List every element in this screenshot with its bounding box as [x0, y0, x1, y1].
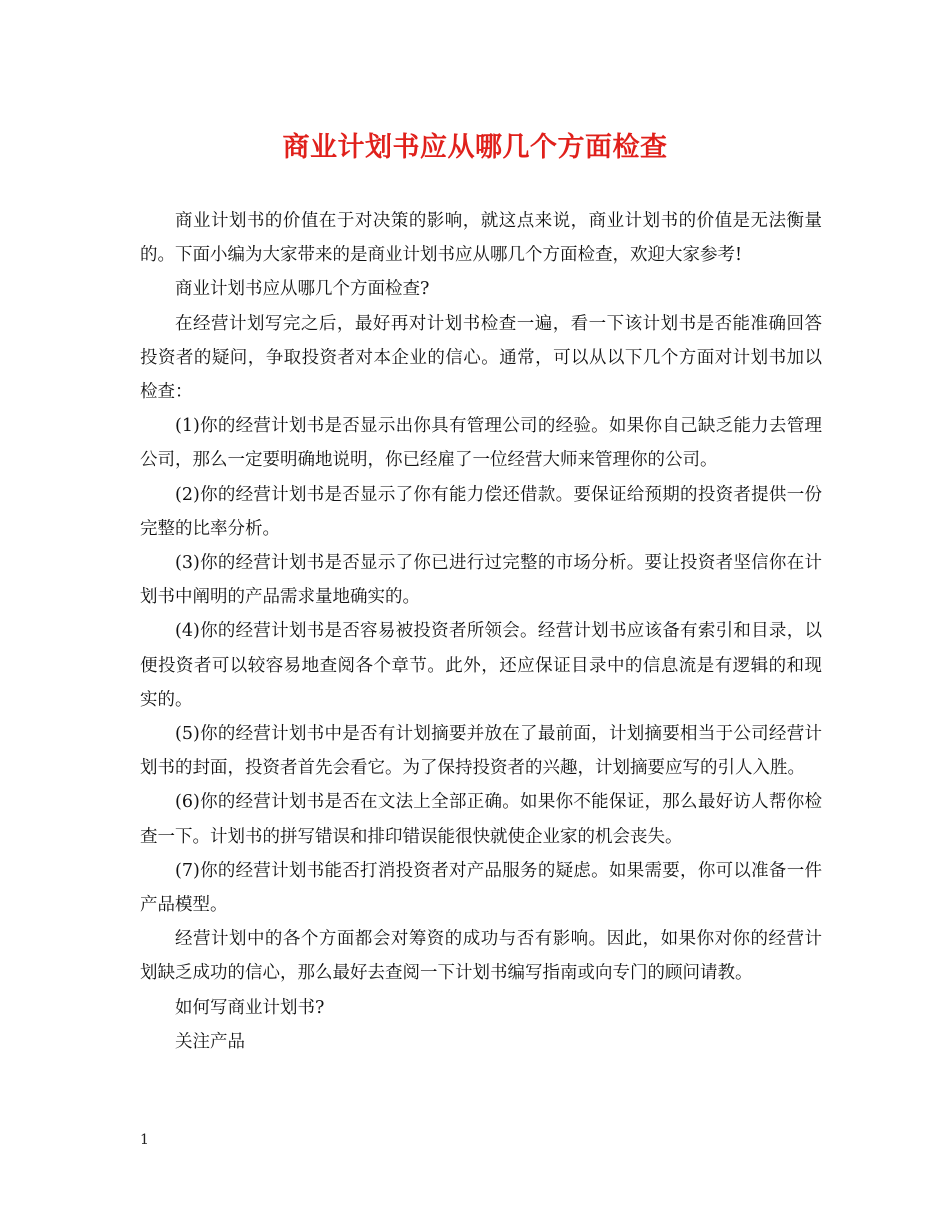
paragraph: (6)你的经营计划书是否在文法上全部正确。如果你不能保证，那么最好访人帮你检查一下。计划书的拼写错误和排印错误能很快就使企业家的机会丧失。	[140, 792, 822, 847]
paragraph: (3)你的经营计划书是否显示了你已进行过完整的市场分析。要让投资者坚信你在计划书中阐明的产品需求量地确实的。	[140, 553, 822, 608]
paragraph: (7)你的经营计划书能否打消投资者对产品服务的疑虑。如果需要，你可以准备一件产品模型。	[140, 860, 822, 916]
paragraph: 关注产品	[175, 1031, 245, 1052]
paragraph: 在经营计划写完之后，最好再对计划书检查一遍，看一下该计划书是否能准确回答投资者的疑问，争取投资者对本企业的信心。通常，可以从以下几个方面对计划书加以检查：	[140, 313, 822, 403]
paragraph: (1)你的经营计划书是否显示出你具有管理公司的经验。如果你自己缺乏能力去管理公司，那么一定要明确地说明，你已经雇了一位经营大师来管理你的公司。	[140, 416, 822, 471]
page-number: 1	[140, 1132, 149, 1148]
paragraph: 商业计划书的价值在于对决策的影响，就这点来说，商业计划书的价值是无法衡量的。下面小编为大家带来的是商业计划书应从哪几个方面检查，欢迎大家参考!	[140, 211, 822, 266]
page-title: 商业计划书应从哪几个方面检查	[282, 132, 668, 163]
paragraph: 如何写商业计划书?	[175, 997, 325, 1018]
body-content	[140, 204, 822, 1059]
paragraph: 商业计划书应从哪几个方面检查?	[175, 279, 430, 300]
paragraph: (2)你的经营计划书是否显示了你有能力偿还借款。要保证给预期的投资者提供一份完整的比率分析。	[140, 484, 822, 539]
paragraph: (4)你的经营计划书是否容易被投资者所领会。经营计划书应该备有索引和目录，以便投资者可以较容易地查阅各个章节。此外，还应保证目录中的信息流是有逻辑的和现实的。	[140, 621, 822, 710]
paragraph: 经营计划中的各个方面都会对筹资的成功与否有影响。因此，如果你对你的经营计划缺乏成功的信心，那么最好去查阅一下计划书编写指南或向专门的顾问请教。	[140, 929, 822, 984]
paragraph: (5)你的经营计划书中是否有计划摘要并放在了最前面，计划摘要相当于公司经营计划书的封面，投资者首先会看它。为了保持投资者的兴趣，计划摘要应写的引人入胜。	[140, 724, 822, 779]
